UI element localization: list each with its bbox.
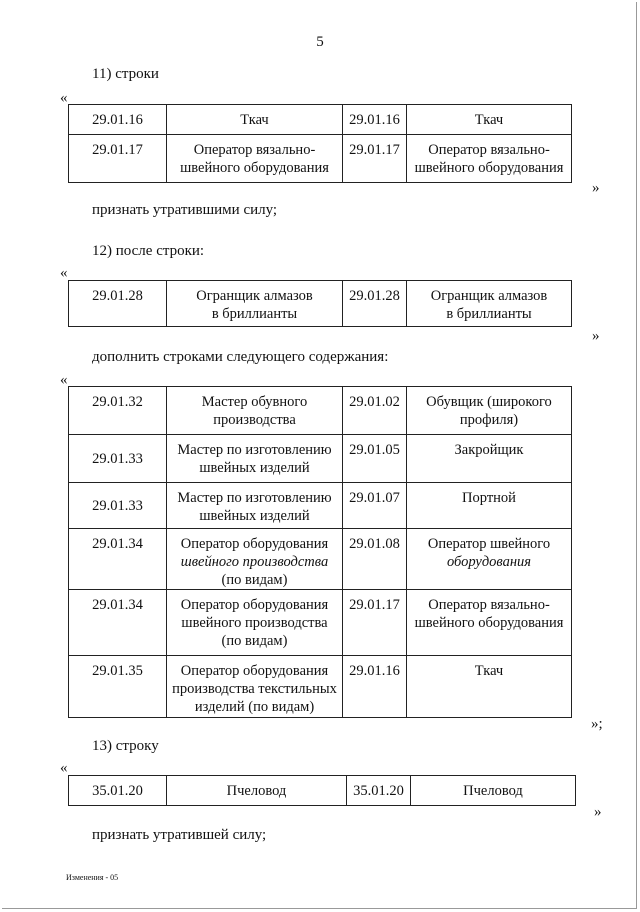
table-row [69,483,572,529]
code-cell: 29.01.28 [69,281,167,327]
close-quote: » [594,804,602,820]
name-cell: Ткач [407,656,572,718]
name-cell: Ткач [167,105,343,135]
code-cell: 29.01.17 [343,135,407,183]
table-s13 [68,775,576,806]
code-cell: 29.01.17 [69,135,167,183]
name-line: Оператор оборудования [180,536,329,552]
table-row [69,590,572,656]
name-cell: Мастер обувного производства [167,387,343,435]
name-cell: Огранщик алмазов в бриллианты [167,281,343,327]
section-13-heading: 13) строку [92,738,159,754]
section-12-after: дополнить строками следующего содержания: [92,349,389,365]
table-row [69,135,572,183]
name-cell: Пчеловод [167,776,347,806]
name-cell: Оператор вязально- швейного оборудования [167,135,343,183]
table-row [69,281,572,327]
section-13-after: признать утратившей силу; [92,827,267,843]
code-cell: 29.01.32 [69,387,167,435]
code-cell: 35.01.20 [347,776,411,806]
name-line: (по видам) [221,572,288,588]
section-11-after: признать утратившими силу; [92,202,278,218]
code-cell: 29.01.34 [69,529,167,590]
name-cell: Обувщик (широкого профиля) [407,387,572,435]
table-s12-added [68,386,572,718]
name-cell: Мастер по изготовлению швейных изделий [167,435,343,483]
open-quote: « [60,372,68,388]
code-cell: 29.01.33 [69,483,167,529]
code-cell: 29.01.34 [69,590,167,656]
code-cell: 29.01.28 [343,281,407,327]
name-cell: Пчеловод [411,776,576,806]
name-cell: Портной [407,483,572,529]
close-quote: »; [591,716,603,732]
table-row [69,105,572,135]
table-row [69,435,572,483]
name-cell: Оператор оборудования производства текстильных изделий (по видам) [167,656,343,718]
code-cell: 29.01.16 [343,105,407,135]
open-quote: « [60,90,68,106]
code-cell: 29.01.16 [343,656,407,718]
table-row [69,776,576,806]
name-cell: Ткач [407,105,572,135]
table-s12 [68,280,572,327]
code-cell: 29.01.33 [69,435,167,483]
table-s11 [68,104,572,183]
code-cell: 29.01.02 [343,387,407,435]
name-cell: Оператор вязально- швейного оборудования [407,590,572,656]
section-11-heading: 11) строки [92,66,159,82]
code-cell: 29.01.08 [343,529,407,590]
table-row [69,656,572,718]
table-row [69,387,572,435]
section-12-heading: 12) после строки: [92,243,205,259]
close-quote: » [592,180,600,196]
code-cell: 29.01.17 [343,590,407,656]
name-cell: Закройщик [407,435,572,483]
code-cell: 29.01.07 [343,483,407,529]
name-line-italic: оборудования [446,554,532,570]
code-cell: 35.01.20 [69,776,167,806]
code-cell: 29.01.05 [343,435,407,483]
name-cell: Оператор вязально- швейного оборудования [407,135,572,183]
name-cell: Мастер по изготовлению швейных изделий [167,483,343,529]
name-line-italic: швейного производства [180,554,329,570]
open-quote: « [60,265,68,281]
name-line: Оператор швейного [427,536,551,552]
code-cell: 29.01.16 [69,105,167,135]
name-cell: Оператор оборудования швейного производства (по видам) [167,590,343,656]
page-number: 5 [316,34,324,50]
footer-note: Изменения - 05 [66,873,119,882]
name-cell [167,529,343,590]
code-cell: 29.01.35 [69,656,167,718]
table-row [69,529,572,590]
close-quote: » [592,328,600,344]
open-quote: « [60,760,68,776]
name-cell: Огранщик алмазов в бриллианты [407,281,572,327]
name-cell [407,529,572,590]
